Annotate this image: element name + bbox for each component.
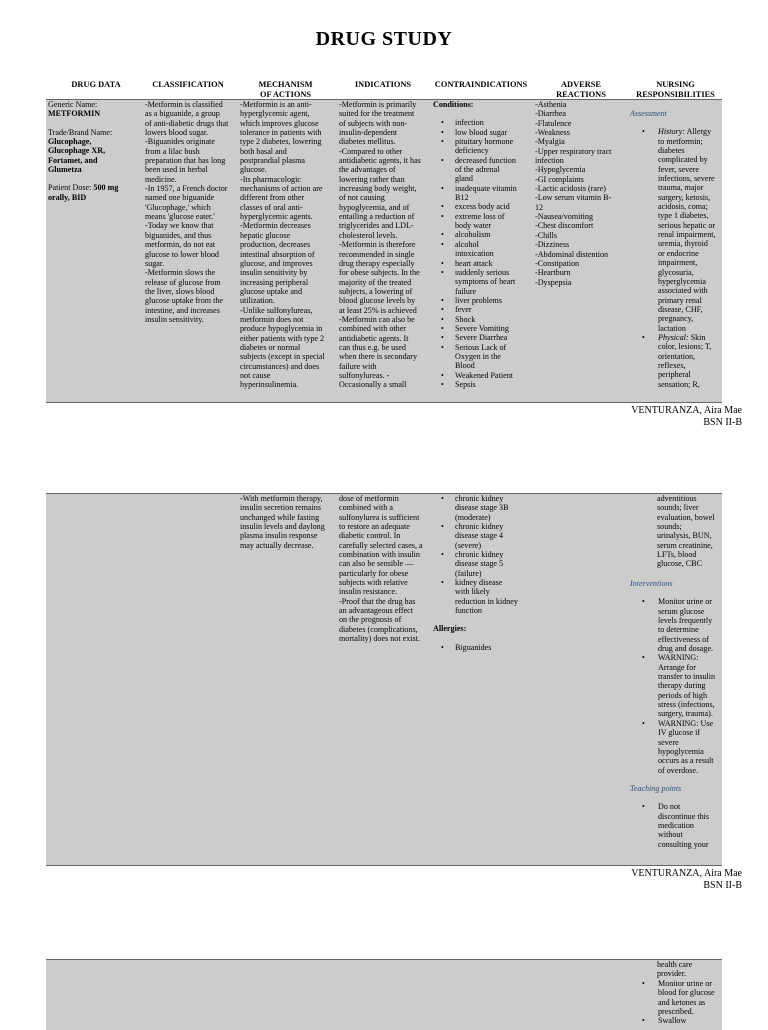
text-line: the liver, slows blood (145, 286, 215, 296)
text-line: carefully selected cases, a (339, 540, 423, 550)
list-item: • alcohol intoxication (433, 240, 517, 259)
text-line: increasing body weight, (339, 184, 417, 194)
text-line: as a biguanide, a group (145, 109, 220, 119)
header-indications: INDICATIONS (354, 80, 412, 89)
text-line: named one biguanide (145, 193, 215, 203)
text-line: metformin does not (240, 314, 304, 324)
text-line: lowers blood sugar. (145, 128, 209, 138)
text-line: -Metformin slows the (145, 268, 216, 278)
list-item: • chronic kidney disease stage 4 (severe) (433, 522, 518, 550)
text-line: hyperglycemic agent, (240, 109, 310, 119)
text-line: -Hypoglycemia (535, 165, 586, 175)
text-line: utilization. (240, 296, 275, 306)
text-line: tolerance in patients with (240, 128, 322, 138)
text-line: -In 1957, a French doctor (145, 184, 228, 194)
teaching-list (630, 802, 715, 849)
teaching-heading: Teaching points (630, 783, 682, 793)
text-line: can also be sensible — (339, 559, 414, 569)
text-line: different from other (240, 193, 305, 203)
interventions-heading: Interventions (630, 579, 673, 588)
text-line: which improves glucose (240, 118, 319, 128)
list-item: • Shock (433, 315, 517, 324)
history-item: • History: Allergy to metformin; diabetes complicated by fever, severe infections, severe trauma, major surgery, ketosis, acidosis, coma; type 1 diabetes, serious hepatic or renal impairment, uremia, thyroid or endocrine impairment, glycosuria, hyperglycemia associated with primary renal disease, CHF, pregnancy, lactation (630, 127, 716, 333)
text-line: intestinal absorption of (240, 249, 315, 259)
text-line: diabetes mellitus. (339, 137, 396, 147)
brand-name-2: Glucophage XR, (48, 146, 106, 156)
list-item: • suddenly serious symptoms of heart failure (433, 268, 517, 296)
contraindications-cell (433, 100, 517, 389)
list-item: • alcoholism (433, 230, 517, 239)
list-item: • Weakened Patient (433, 371, 517, 380)
text-line: metformin, do not eat (145, 240, 216, 250)
brand-name-label: Trade/Brand Name: (48, 127, 113, 137)
document-title: DRUG STUDY (315, 28, 453, 50)
text-line: LFTs, blood (657, 550, 697, 560)
header-adverse-reactions: ADVERSE REACTIONS (556, 80, 606, 99)
text-line: particularly for obese (339, 568, 409, 578)
text-line: -Compared to other (339, 146, 403, 156)
text-line: dose of metformin (339, 494, 399, 503)
text-line: medicine. (145, 174, 177, 184)
text-line: mortality) does not exist. (339, 634, 420, 644)
text-line: glucose, and improves (240, 258, 313, 268)
allergies-list (433, 643, 518, 652)
conditions-heading: Conditions: (433, 100, 474, 109)
brand-name-1: Glucophage, (48, 137, 92, 147)
text-line: preparation that has long (145, 156, 226, 166)
list-item: • pituitary hormone deficiency (433, 137, 517, 156)
list-item: • kidney disease with likely reduction in kidney function (433, 578, 518, 615)
list-item: • Monitor urine or blood for glucose and ketones as prescribed. (630, 979, 715, 1016)
text-line: 12 (535, 202, 544, 212)
interventions-list (630, 597, 715, 775)
text-line: type 2 diabetes, lowering (240, 137, 322, 147)
text-line: glucose uptake and (240, 286, 303, 296)
text-line: urinalysis, BUN, (657, 531, 712, 541)
text-line: blood glucose levels by (339, 296, 416, 306)
text-line: hyperinsulinemia. (240, 380, 299, 390)
list-item: • Do not discontinue this medication without consulting your (630, 802, 715, 849)
text-line: postprandial plasma (240, 156, 305, 166)
adverse-reactions-cell (535, 100, 611, 287)
text-line: glucose to lower blood (145, 249, 219, 259)
text-line: antidiabetic agents, it has (339, 156, 421, 166)
indications-cell-cont (339, 494, 423, 644)
text-line: -Diarrhea (535, 109, 567, 119)
list-item: • infection (433, 118, 517, 127)
drug-data-cell (48, 100, 118, 202)
signature-name: VENTURANZA, Aira Mae (631, 405, 742, 416)
text-line: lowering rather than (339, 174, 405, 184)
text-line: -Heartburn (535, 268, 571, 278)
text-line: produce hypoglycemia in (240, 324, 323, 334)
nursing-list-page-3 (630, 979, 715, 1026)
text-line: for obese subjects. In the (339, 268, 420, 278)
text-line: -Myalgia (535, 137, 565, 147)
header-drug-data: DRUG DATA (71, 80, 121, 89)
text-line: hyperglycemic agents. (240, 212, 313, 222)
contraindications-cell-cont (433, 494, 518, 652)
text-line: -Its pharmacologic (240, 174, 301, 184)
text-line: may actually decrease. (240, 540, 314, 550)
text-line: -GI complaints (535, 174, 584, 184)
text-line: -Dyspepsia (535, 277, 572, 287)
physical-item: • Physical: Skin color, lesions; T, orientation, reflexes, peripheral sensation; R, (630, 333, 716, 389)
allergies-heading: Allergies: (433, 624, 467, 634)
text-line: combined with a (339, 503, 393, 513)
text-line: diabetes (complications, (339, 624, 418, 634)
text-line: glucose, CBC (657, 559, 702, 569)
monitoring-list (630, 979, 715, 1026)
text-line: Occasionally a small (339, 380, 407, 390)
text-line: not cause (240, 370, 271, 380)
text-line: triglycerides and LDL- (339, 221, 414, 231)
text-line: glucose. (240, 165, 267, 175)
text-line: cholesterol levels. (339, 230, 398, 240)
text-line: glucose uptake from the (145, 296, 223, 306)
nursing-cell-cont (657, 494, 715, 569)
mechanism-cell (240, 100, 325, 390)
text-line: both basal and (240, 146, 287, 156)
text-line: insulin secretion remains (240, 503, 321, 513)
table-block-page-3 (46, 959, 722, 1030)
list-item: • low blood sugar (433, 128, 517, 137)
text-line: provider. (657, 969, 686, 979)
text-line: -Lactic acidosis (rare) (535, 184, 607, 194)
list-item: • Biguanides (433, 643, 518, 652)
text-line: the advantages of (339, 165, 396, 175)
text-line: of not causing (339, 193, 385, 203)
text-line: -Abdominal distention (535, 249, 609, 259)
text-line: mechanisms of action are (240, 184, 323, 194)
generic-name: METFORMIN (48, 109, 101, 119)
text-line: -Nausea/vomiting (535, 212, 593, 222)
interventions-cell (630, 579, 715, 849)
text-line: sulfonylurea is sufficient (339, 512, 420, 522)
header-classification: CLASSIFICATION (152, 80, 224, 89)
list-item: • heart attack (433, 259, 517, 268)
text-line: -Chest discomfort (535, 221, 594, 231)
text-line: an advantageous effect (339, 606, 414, 616)
list-item: • chronic kidney disease stage 5 (failure) (433, 550, 518, 578)
text-line: antidiabetic agents. It (339, 333, 409, 343)
text-line: sounds; (657, 522, 682, 532)
brand-name-3: Fortamet, and (48, 155, 98, 165)
text-line: -Metformin is therefore (339, 240, 416, 250)
text-line: combination with insulin (339, 550, 420, 560)
text-line: sulfonylureas. - (339, 370, 390, 380)
text-line: -Metformin is primarily (339, 100, 417, 109)
text-line: to restore an adequate (339, 522, 410, 532)
patient-dose-route: orally, BID (48, 192, 87, 202)
list-item: • WARNING: Use IV glucose if severe hypoglycemia occurs as a result of overdose. (630, 719, 715, 775)
text-line: intestine, and increases (145, 305, 220, 315)
text-line: subjects (except in special (240, 352, 325, 362)
text-line: -Metformin is classified (145, 100, 223, 109)
list-item: • inadequate vitamin B12 (433, 184, 517, 203)
text-line: subjects, a lowering of (339, 286, 413, 296)
text-line: unchanged while fasting (240, 512, 320, 522)
list-item: • Severe Vomiting (433, 324, 517, 333)
list-item: • Swallow (630, 1016, 715, 1025)
list-item: • excess body acid (433, 202, 517, 211)
text-line: subjects with relative (339, 578, 408, 588)
signature-1 (631, 405, 742, 428)
text-line: of anti-diabetic drugs that (145, 118, 229, 128)
text-line: at least 25% is achieved (339, 305, 417, 315)
text-line: insulin resistance. (339, 587, 397, 597)
list-item: • extreme loss of body water (433, 212, 517, 231)
text-line: -Constipation (535, 258, 580, 268)
text-line: hypoglycemia, and of (339, 202, 410, 212)
text-line: drug therapy especially (339, 258, 415, 268)
text-line: recommended in single (339, 249, 415, 259)
text-line: -Upper respiratory tract (535, 146, 612, 156)
mechanism-cell-cont (240, 494, 325, 550)
signature-2 (631, 868, 742, 891)
text-line: -Unlike sulfonylureas, (240, 305, 313, 315)
classification-cell (145, 100, 228, 324)
text-line: of subjects with non- (339, 118, 408, 128)
text-line: classes of oral anti- (240, 202, 303, 212)
text-line: production, decreases (240, 240, 311, 250)
text-line: increasing peripheral (240, 277, 309, 287)
list-item: • chronic kidney disease stage 3B (moderate) (433, 494, 518, 522)
text-line: sugar. (145, 258, 165, 268)
text-line: -Metformin decreases (240, 221, 311, 231)
conditions-list (433, 118, 517, 389)
text-line: failure with (339, 361, 377, 371)
assessment-heading: Assessment (630, 109, 667, 118)
text-line: -Metformin is an anti- (240, 100, 312, 109)
text-line: been used in herbal (145, 165, 208, 175)
text-line: adventitious (657, 494, 697, 503)
text-line: from a lilac bush (145, 146, 200, 156)
list-item: • Serious Lack of Oxygen in the Blood (433, 343, 517, 371)
text-line: release of glucose from (145, 277, 221, 287)
text-line: insulin sensitivity by (240, 268, 308, 278)
text-line: suited for the treatment (339, 109, 415, 119)
text-line: -Low serum vitamin B- (535, 193, 612, 203)
text-line: -Weakness (535, 128, 570, 138)
text-line: either patients with type 2 (240, 333, 325, 343)
signature-section: BSN II-B (703, 416, 742, 428)
nursing-cell-page-3 (657, 960, 692, 979)
list-item: • Severe Diarrhea (433, 333, 517, 342)
text-line: evaluation, bowel (657, 512, 715, 522)
list-item: • decreased function of the adrenal gland (433, 156, 517, 184)
text-line: -Metformin can also be (339, 314, 415, 324)
text-line: hepatic glucose (240, 230, 291, 240)
list-item: • Monitor urine or serum glucose levels frequently to determine effectiveness of drug and dosage. (630, 597, 715, 653)
signature-section: BSN II-B (703, 879, 742, 891)
text-line: diabetes or normal (240, 342, 301, 352)
text-line: -With metformin therapy, (240, 494, 323, 503)
header-mechanism: MECHANISM OF ACTIONS (258, 80, 313, 99)
assessment-list (630, 127, 716, 389)
text-line: -Chills (535, 230, 558, 240)
list-item: • WARNING: Arrange for transfer to insulin therapy during periods of high stress (infections, surgery, trauma). (630, 653, 715, 718)
text-line: can thus e.g. be used (339, 342, 406, 352)
text-line: circumstances) and does (240, 361, 320, 371)
text-line: when there is secondary (339, 352, 417, 362)
list-item: • Sepsis (433, 380, 517, 389)
text-line: serum creatinine, (657, 540, 713, 550)
kidney-conditions-list (433, 494, 518, 615)
text-line: health care (657, 960, 693, 969)
text-line: infection (535, 156, 564, 166)
indications-cell (339, 100, 421, 390)
text-line: -Proof that the drug has (339, 596, 416, 606)
text-line: insulin sensitivity. (145, 314, 204, 324)
text-line: plasma insulin response (240, 531, 318, 541)
text-line: -Dizziness (535, 240, 570, 250)
signature-name: VENTURANZA, Aira Mae (631, 868, 742, 879)
text-line: insulin-dependent (339, 128, 397, 138)
text-line: combined with other (339, 324, 406, 334)
text-line: on the prognosis of (339, 615, 402, 625)
generic-name-label: Generic Name: (48, 100, 98, 109)
list-item: • liver problems (433, 296, 517, 305)
text-line: -Asthenia (535, 100, 567, 109)
text-line: -Flatulence (535, 118, 572, 128)
text-line: means 'glucose eater.' (145, 212, 215, 222)
text-line: 'Glucophage,' which (145, 202, 211, 212)
text-line: sounds; liver (657, 503, 699, 513)
brand-name-4: Glumetza (48, 165, 82, 175)
text-line: insulin levels and daylong (240, 522, 325, 532)
header-nursing-responsibilities: NURSING RESPONSIBILITIES (636, 80, 715, 99)
text-line: -Biguanides originate (145, 137, 215, 147)
text-line: biguanides, and thus (145, 230, 212, 240)
patient-dose: Patient Dose: 500 mg (48, 183, 119, 193)
text-line: majority of the treated (339, 277, 412, 287)
text-line: entailing a reduction of (339, 212, 415, 222)
list-item: • fever (433, 305, 517, 314)
text-line: diabetic control. In (339, 531, 401, 541)
nursing-cell (630, 109, 716, 389)
text-line: -Today we know that (145, 221, 214, 231)
header-contraindications: CONTRAINDICATIONS (434, 80, 528, 89)
